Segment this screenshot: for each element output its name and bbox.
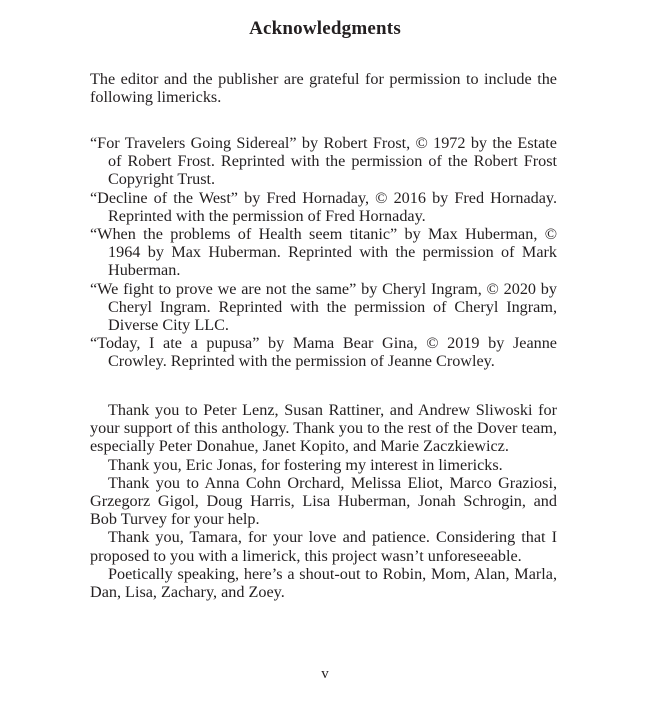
thanks-paragraph: Thank you, Tamara, for your love and patience. Considering that I proposed to you with a limerick, this project wasn’t unforeseeable. xyxy=(90,528,557,565)
permission-entry: “For Travelers Going Sidereal” by Robert Frost, © 1972 by the Estate of Robert Frost. Reprinted with the permission of the Robert Frost Copyright Trust. xyxy=(90,134,557,189)
thanks-section xyxy=(90,401,557,601)
page-title: Acknowledgments xyxy=(249,18,401,39)
permissions-list xyxy=(90,134,557,371)
thanks-paragraph: Poetically speaking, here’s a shout-out to Robin, Mom, Alan, Marla, Dan, Lisa, Zachary, and Zoey. xyxy=(90,564,557,602)
permission-entry: “We fight to prove we are not the same” by Cheryl Ingram, © 2020 by Cheryl Ingram. Reprinted with the permission of Cheryl Ingram, Diverse City LLC. xyxy=(90,279,557,335)
thanks-paragraph: Thank you to Peter Lenz, Susan Rattiner, and Andrew Sliwoski for your support of this anthology. Thank you to the rest of the Dover team, especially Peter Donahue, Janet Kopito, and Marie Zaczkiewicz. xyxy=(90,401,557,456)
permission-entry: “Today, I ate a pupusa” by Mama Bear Gina, © 2019 by Jeanne Crowley. Reprinted with the permission of Jeanne Crowley. xyxy=(90,334,557,371)
thanks-paragraph: Thank you, Eric Jonas, for fostering my interest in limericks. xyxy=(108,455,503,474)
page-number: v xyxy=(321,666,329,682)
permission-entry: “Decline of the West” by Fred Hornaday, © 2016 by Fred Hornaday. Reprinted with the permission of Fred Hornaday. xyxy=(90,188,557,225)
intro-paragraph: The editor and the publisher are grateful for permission to include the following limericks. xyxy=(90,70,557,107)
permission-entry: “When the problems of Health seem titanic” by Max Huberman, © 1964 by Max Huberman. Reprinted with the permission of Mark Huberman. xyxy=(90,225,557,280)
thanks-paragraph: Thank you to Anna Cohn Orchard, Melissa Eliot, Marco Graziosi, Grzegorz Gigol, Doug Harris, Lisa Huberman, Jonah Schrogin, and Bob Turvey for your help. xyxy=(90,473,557,529)
